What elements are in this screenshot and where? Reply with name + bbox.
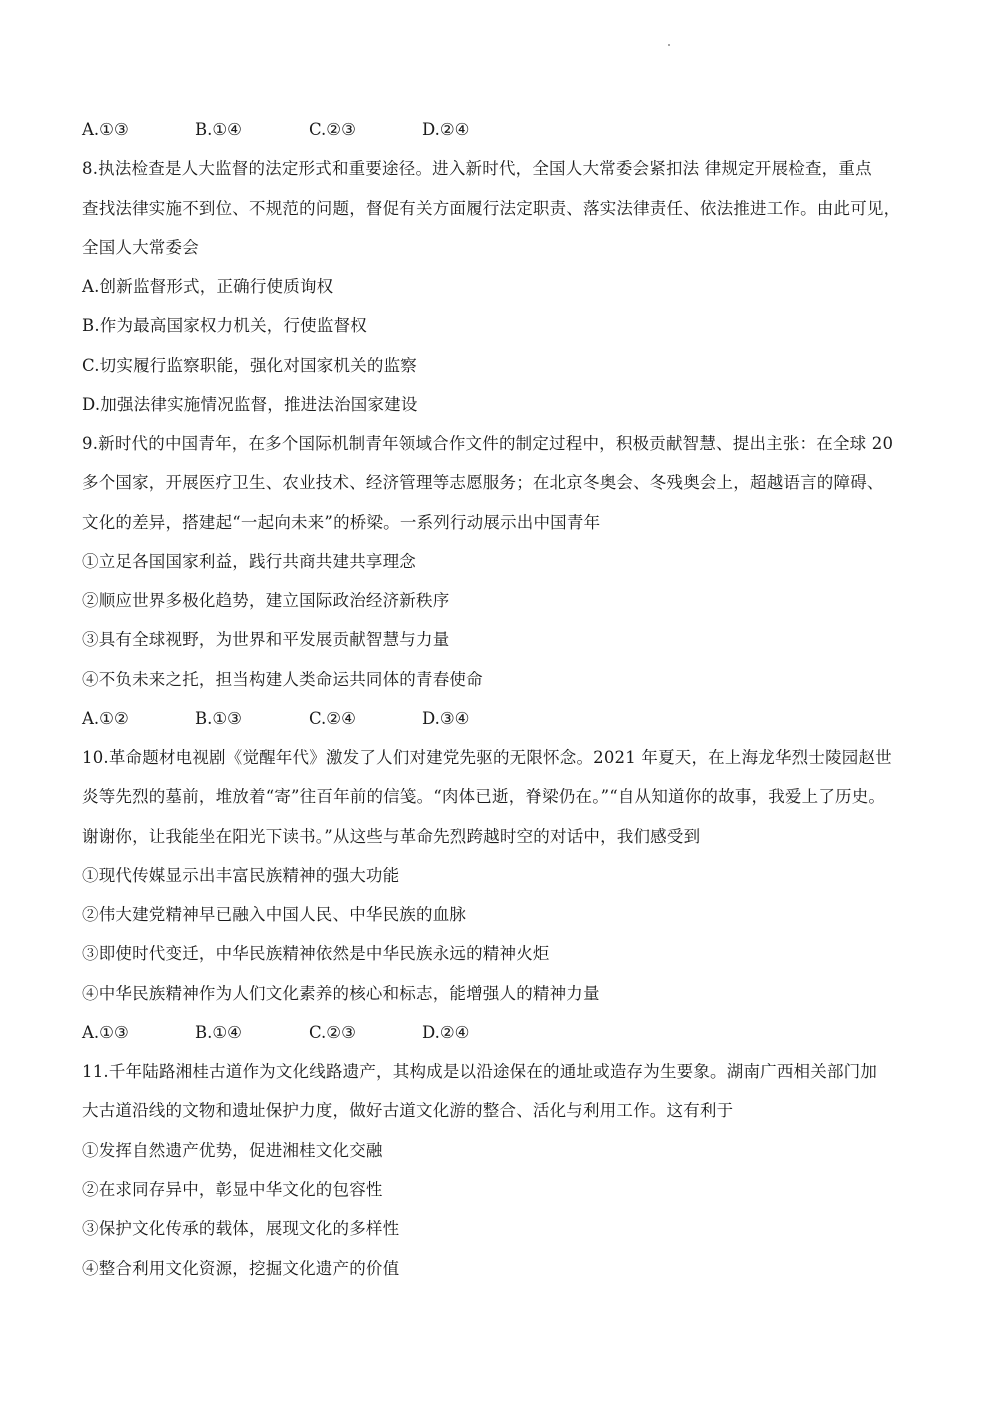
scan-speck bbox=[668, 44, 670, 46]
q9-item-2: ②顺应世界多极化趋势，建立国际政治经济新秩序 bbox=[82, 591, 450, 610]
q9-stem-line-3: 文化的差异，搭建起“一起向未来”的桥梁。一系列行动展示出中国青年 bbox=[82, 513, 601, 532]
q8-option-b: B.作为最高国家权力机关，行使监督权 bbox=[82, 316, 367, 335]
q10-choice-c: C.②③ bbox=[309, 1023, 356, 1042]
q9-item-3: ③具有全球视野，为世界和平发展贡献智慧与力量 bbox=[82, 630, 450, 649]
q9-choice-b: B.①③ bbox=[195, 709, 242, 728]
q8-stem-line-3: 全国人大常委会 bbox=[82, 238, 199, 257]
q9-choice-a: A.①② bbox=[82, 709, 129, 728]
q7-choice-d: D.②④ bbox=[422, 120, 470, 139]
q8-option-c: C.切实履行监察职能，强化对国家机关的监察 bbox=[82, 356, 417, 375]
q10-stem-line-3: 谢谢你，让我能坐在阳光下读书。”从这些与革命先烈跨越时空的对话中，我们感受到 bbox=[82, 827, 701, 846]
q7-choice-c: C.②③ bbox=[309, 120, 356, 139]
q11-item-2: ②在求同存异中，彰显中华文化的包容性 bbox=[82, 1180, 383, 1199]
q10-choice-b: B.①④ bbox=[195, 1023, 242, 1042]
q9-item-4: ④不负未来之托，担当构建人类命运共同体的青春使命 bbox=[82, 670, 483, 689]
q8-option-a: A.创新监督形式，正确行使质询权 bbox=[82, 277, 334, 296]
q7-choice-a: A.①③ bbox=[82, 120, 129, 139]
q9-choice-c: C.②④ bbox=[309, 709, 356, 728]
q11-item-3: ③保护文化传承的载体，展现文化的多样性 bbox=[82, 1219, 400, 1238]
q11-stem-line-1: 11.千年陆路湘桂古道作为文化线路遗产，其构成是以沿途保在的通址或造存为生要象。湖南广西相关部门加 bbox=[82, 1062, 878, 1081]
q11-stem-line-2: 大古道沿线的文物和遗址保护力度，做好古道文化游的整合、活化与利用工作。这有利于 bbox=[82, 1101, 734, 1120]
q10-item-4: ④中华民族精神作为人们文化素养的核心和标志，能增强人的精神力量 bbox=[82, 984, 600, 1003]
q10-item-1: ①现代传媒显示出丰富民族精神的强大功能 bbox=[82, 866, 400, 885]
q10-item-2: ②伟大建党精神早已融入中国人民、中华民族的血脉 bbox=[82, 905, 467, 924]
q10-item-3: ③即使时代变迁，中华民族精神依然是中华民族永远的精神火炬 bbox=[82, 944, 550, 963]
q9-stem-line-2: 多个国家，开展医疗卫生、农业技术、经济管理等志愿服务；在北京冬奥会、冬残奥会上，超越语言的障碍、 bbox=[82, 473, 884, 492]
q9-choice-d: D.③④ bbox=[422, 709, 470, 728]
q10-stem-line-2: 炎等先烈的墓前，堆放着“寄”往百年前的信笺。“肉体已逝，脊梁仍在。”“自从知道你的故事，我爱上了历史。 bbox=[82, 787, 886, 806]
q10-stem-line-1: 10.革命题材电视剧《觉醒年代》激发了人们对建党先驱的无限怀念。2021 年夏天，在上海龙华烈士陵园赵世 bbox=[82, 748, 892, 767]
q9-item-1: ①立足各国国家利益，践行共商共建共享理念 bbox=[82, 552, 416, 571]
q10-choice-d: D.②④ bbox=[422, 1023, 470, 1042]
q7-choice-b: B.①④ bbox=[195, 120, 242, 139]
q8-stem-line-2: 查找法律实施不到位、不规范的问题，督促有关方面履行法定职责、落实法律责任、依法推进工作。由此可见， bbox=[82, 199, 901, 218]
q11-item-4: ④整合利用文化资源，挖掘文化遗产的价值 bbox=[82, 1259, 400, 1278]
q11-item-1: ①发挥自然遗产优势，促进湘桂文化交融 bbox=[82, 1141, 383, 1160]
q8-option-d: D.加强法律实施情况监督，推进法治国家建设 bbox=[82, 395, 418, 414]
q8-stem-line-1: 8.执法检查是人大监督的法定形式和重要途径。进入新时代，全国人大常委会紧扣法 律规定开展检查，重点 bbox=[82, 159, 872, 178]
q10-choice-a: A.①③ bbox=[82, 1023, 129, 1042]
q9-stem-line-1: 9.新时代的中国青年，在多个国际机制青年领域合作文件的制定过程中，积极贡献智慧、提出主张：在全球 20 bbox=[82, 434, 894, 453]
